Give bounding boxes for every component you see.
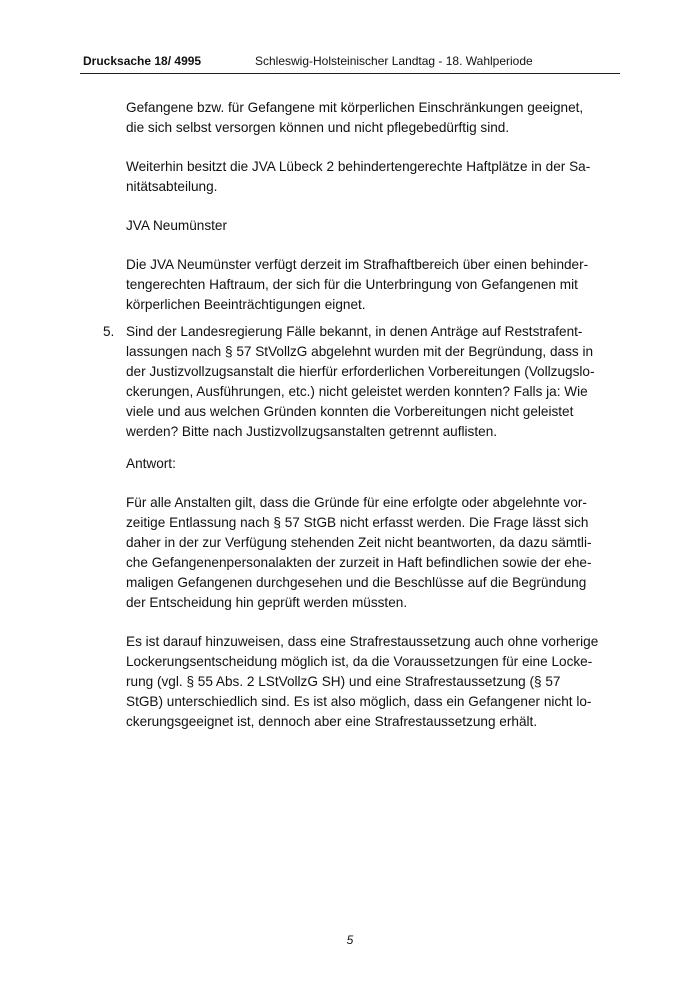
text-line: Weiterhin besitzt die JVA Lübeck 2 behindertengerechte Haftplätze in der Sa- <box>126 159 591 174</box>
text-line: che Gefangenenpersonalakten der zurzeit in Haft befindlichen sowie der ehe- <box>126 555 592 570</box>
text-line: körperlichen Beeinträchtigungen eignet. <box>126 297 366 312</box>
text-line: ckerungsgeeignet ist, dennoch aber eine Strafrestaussetzung erhält. <box>126 714 538 729</box>
text-line: ckerungen, Ausführungen, etc.) nicht geleistet werden konnten? Falls ja: Wie <box>126 384 588 399</box>
text-line: JVA Neumünster <box>126 218 227 233</box>
text-line: Es ist darauf hinzuweisen, dass eine Strafrestaussetzung auch ohne vorherige <box>126 634 599 649</box>
page-header <box>80 53 620 74</box>
paragraph <box>126 632 616 732</box>
section-heading <box>126 216 616 236</box>
paragraph <box>126 255 616 315</box>
text-line: maligen Gefangenen durchgesehen und die Beschlüsse auf die Begründung <box>126 575 587 590</box>
page-number: 5 <box>346 933 354 947</box>
answer-label <box>126 454 616 474</box>
document-number: Drucksache 18/ 4995 <box>83 54 202 68</box>
text-line: zeitige Entlassung nach § 57 StGB nicht erfasst werden. Die Frage lässt sich <box>126 515 589 530</box>
paragraph <box>126 98 616 138</box>
text-line: nitätsabteilung. <box>126 179 218 194</box>
question-text <box>126 322 594 442</box>
text-line: viele und aus welchen Gründen konnten die Vorbereitungen nicht geleistet <box>126 404 574 419</box>
text-line: die sich selbst versorgen können und nicht pflegebedürftig sind. <box>126 120 510 135</box>
text-line: lassungen nach § 57 StVollzG abgelehnt wurden mit der Begründung, dass in <box>126 344 594 359</box>
answer-section <box>126 454 616 751</box>
parliament-title: Schleswig-Holsteinischer Landtag - 18. Wahlperiode <box>255 54 533 68</box>
text-line: daher in der zur Verfügung stehenden Zeit nicht beantworten, da dazu sämtli- <box>126 535 592 550</box>
text-line: werden? Bitte nach Justizvollzugsanstalten getrennt auflisten. <box>126 424 498 439</box>
text-line: StGB) unterschiedlich sind. Es ist also möglich, dass ein Gefangener nicht lo- <box>126 694 592 709</box>
question-number: 5. <box>103 324 115 339</box>
text-line: Lockerungsentscheidung möglich ist, da die Voraussetzungen für eine Locke- <box>126 654 593 669</box>
text-line: Die JVA Neumünster verfügt derzeit im Strafhaftbereich über einen behinder- <box>126 257 589 272</box>
intro-section <box>126 98 616 334</box>
text-line: Sind der Landesregierung Fälle bekannt, in denen Anträge auf Reststrafent- <box>126 324 583 339</box>
text-line: Gefangene bzw. für Gefangene mit körperlichen Einschränkungen geeignet, <box>126 100 584 115</box>
text-line: Antwort: <box>126 456 176 471</box>
paragraph <box>126 493 616 613</box>
text-line: der Justizvollzugsanstalt die hierfür erforderlichen Vorbereitungen (Vollzugslo- <box>126 364 595 379</box>
text-line: tengerechten Haftraum, der sich für die Unterbringung von Gefangenen mit <box>126 277 578 292</box>
paragraph <box>126 157 616 197</box>
text-line: Für alle Anstalten gilt, dass die Gründe für eine erfolgte oder abgelehnte vor- <box>126 495 587 510</box>
text-line: der Entscheidung hin geprüft werden müssten. <box>126 595 408 610</box>
text-line: rung (vgl. § 55 Abs. 2 LStVollzG SH) und eine Strafrestaussetzung (§ 57 <box>126 674 561 689</box>
